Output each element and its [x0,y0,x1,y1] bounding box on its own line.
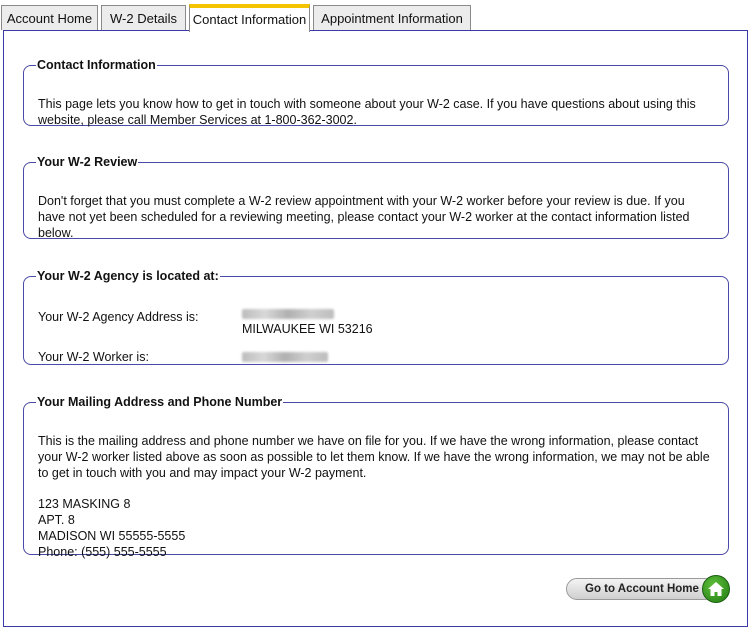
tab-bar [0,0,750,31]
w2-review-section [23,155,729,239]
redacted-street [242,309,334,319]
mailing-address-section [23,395,729,559]
agency-address-city: MILWAUKEE WI 53216 [242,322,373,336]
content-panel [3,30,748,627]
agency-address-value [242,305,373,337]
mailing-address-line3: MADISON WI 55555-5555 [38,529,186,543]
mailing-address-title: Your Mailing Address and Phone Number [37,395,283,409]
mailing-address-text: This is the mailing address and phone number we have on file for you. If we have the wrong information, please contact your W-2 worker listed above as soon as possible to let them know. If we have the wrong information, we may not be able to get in touch with you and may impact your W-2 payment. [38,434,710,480]
redacted-worker-name [242,352,328,362]
w2-agency-title: Your W-2 Agency is located at: [37,269,219,283]
mailing-address-block [38,496,712,560]
agency-address-label: Your W-2 Agency Address is: [38,310,199,324]
tab-contact-information[interactable]: Contact Information [189,4,310,32]
tab-appointment-information[interactable]: Appointment Information [313,5,471,30]
contact-information-section [23,58,729,126]
mailing-address-line1: 123 MASKING 8 [38,497,131,511]
go-to-account-home-button[interactable] [566,575,730,603]
w2-agency-section [23,269,729,365]
tab-account-home[interactable]: Account Home [1,5,98,30]
w2-review-text: Don't forget that you must complete a W-2 review appointment with your W-2 worker before your review is due. If you have not yet been scheduled for a reviewing meeting, please contact your W-2 worker at the contact information listed below. [38,194,690,240]
mailing-address-line2: APT. 8 [38,513,75,527]
tab-w2-details[interactable]: W-2 Details [101,5,186,30]
contact-information-text: This page lets you know how to get in touch with someone about your W-2 case. If you have questions about using this website, please call Member Services at 1-800-362-3002. [38,97,696,127]
worker-label: Your W-2 Worker is: [38,350,149,364]
w2-review-title: Your W-2 Review [37,155,138,169]
mailing-phone: Phone: (555) 555-5555 [38,545,167,559]
contact-information-title: Contact Information [37,58,156,72]
home-icon [702,575,730,603]
worker-value [242,348,328,364]
go-to-account-home-label: Go to Account Home [566,578,716,600]
